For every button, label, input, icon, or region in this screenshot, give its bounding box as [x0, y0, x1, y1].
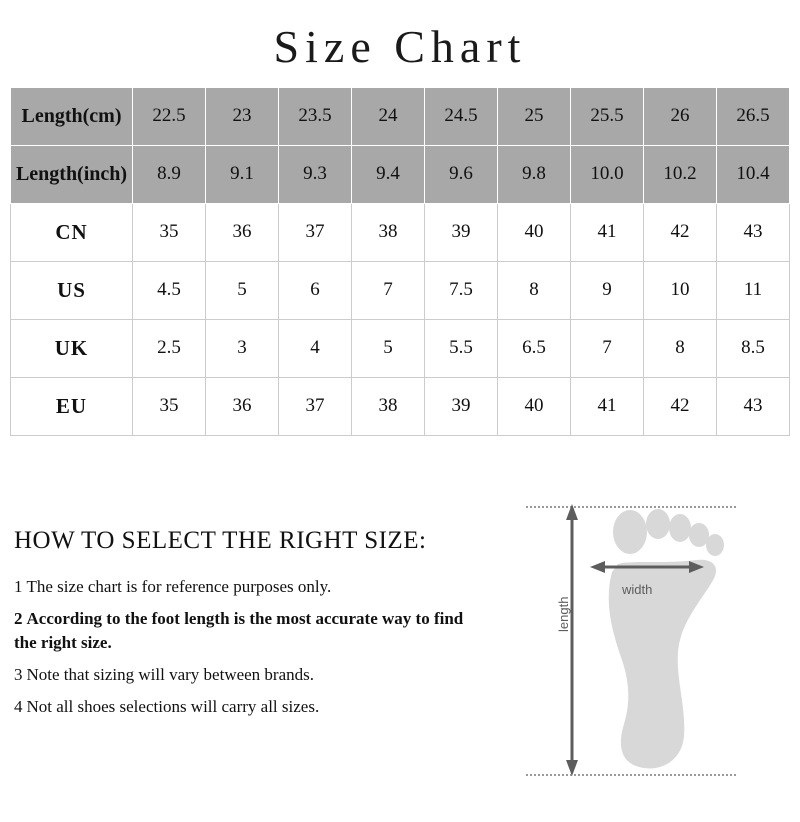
table-cell: 8.5: [717, 319, 790, 377]
page-title: Size Chart: [273, 21, 527, 72]
foot-measure-diagram: [500, 492, 790, 812]
how-to-item-text: Note that sizing will vary between brands.: [26, 664, 315, 684]
table-cell: 38: [352, 203, 425, 261]
table-cell: 40: [498, 203, 571, 261]
table-row: [11, 261, 790, 319]
how-to-select-block: [14, 527, 484, 726]
table-cell: 11: [717, 261, 790, 319]
table-row: [11, 145, 790, 203]
table-cell: 39: [425, 203, 498, 261]
size-chart-table: [10, 87, 790, 436]
how-to-item-number: 4: [14, 696, 23, 716]
table-cell: 38: [352, 377, 425, 435]
table-cell: 25.5: [571, 87, 644, 145]
table-cell: 25: [498, 87, 571, 145]
table-cell: 4: [279, 319, 352, 377]
table-cell: 22.5: [133, 87, 206, 145]
table-cell: 2.5: [133, 319, 206, 377]
how-to-item-number: 1: [14, 577, 23, 596]
row-label: Length(inch): [11, 145, 133, 203]
how-to-item: [14, 663, 484, 688]
table-cell: 6.5: [498, 319, 571, 377]
table-cell: 23: [206, 87, 279, 145]
how-to-item-text: Not all shoes selections will carry all sizes.: [26, 696, 320, 716]
length-label: length: [556, 596, 571, 632]
table-cell: 9.8: [498, 145, 571, 203]
how-to-item: [14, 575, 484, 600]
table-cell: 26.5: [717, 87, 790, 145]
table-cell: 42: [644, 203, 717, 261]
table-row: [11, 203, 790, 261]
table-cell: 26: [644, 87, 717, 145]
how-to-item: [14, 695, 484, 720]
table-cell: 23.5: [279, 87, 352, 145]
table-row: [11, 87, 790, 145]
table-cell: 39: [425, 377, 498, 435]
table-cell: 9: [571, 261, 644, 319]
table-cell: 3: [206, 319, 279, 377]
table-cell: 7: [352, 261, 425, 319]
how-to-item-number: 3: [14, 664, 23, 684]
table-cell: 8.9: [133, 145, 206, 203]
row-label: US: [11, 261, 133, 319]
table-cell: 37: [279, 203, 352, 261]
table-cell: 10.4: [717, 145, 790, 203]
table-cell: 37: [279, 377, 352, 435]
table-cell: 24: [352, 87, 425, 145]
table-cell: 10: [644, 261, 717, 319]
size-chart-body: [11, 87, 790, 435]
table-cell: 43: [717, 377, 790, 435]
how-to-heading: HOW TO SELECT THE RIGHT SIZE:: [14, 527, 427, 554]
row-label: Length(cm): [11, 87, 133, 145]
table-cell: 7.5: [425, 261, 498, 319]
width-label: width: [622, 582, 653, 597]
table-cell: 41: [571, 203, 644, 261]
how-to-item: [14, 607, 484, 656]
table-cell: 43: [717, 203, 790, 261]
table-cell: 8: [498, 261, 571, 319]
table-cell: 5: [206, 261, 279, 319]
table-cell: 5: [352, 319, 425, 377]
table-row: [11, 377, 790, 435]
table-cell: 24.5: [425, 87, 498, 145]
row-label: EU: [11, 377, 133, 435]
how-to-item-text: The size chart is for reference purposes only.: [26, 577, 332, 596]
table-cell: 10.0: [571, 145, 644, 203]
how-to-item-number: 2: [14, 608, 23, 628]
table-cell: 7: [571, 319, 644, 377]
table-cell: 10.2: [644, 145, 717, 203]
table-cell: 40: [498, 377, 571, 435]
table-cell: 9.3: [279, 145, 352, 203]
size-table-container: [0, 87, 800, 436]
table-cell: 35: [133, 203, 206, 261]
row-label: CN: [11, 203, 133, 261]
table-cell: 36: [206, 203, 279, 261]
table-cell: 9.4: [352, 145, 425, 203]
table-cell: 4.5: [133, 261, 206, 319]
foot-icon: [500, 492, 790, 812]
table-cell: 5.5: [425, 319, 498, 377]
table-cell: 36: [206, 377, 279, 435]
table-row: [11, 319, 790, 377]
bottom-section: [0, 492, 800, 822]
table-cell: 42: [644, 377, 717, 435]
table-cell: 6: [279, 261, 352, 319]
table-cell: 35: [133, 377, 206, 435]
row-label: UK: [11, 319, 133, 377]
table-cell: 8: [644, 319, 717, 377]
table-cell: 9.6: [425, 145, 498, 203]
table-cell: 9.1: [206, 145, 279, 203]
how-to-item-text: According to the foot length is the most accurate way to find the right size.: [14, 608, 464, 653]
table-cell: 41: [571, 377, 644, 435]
